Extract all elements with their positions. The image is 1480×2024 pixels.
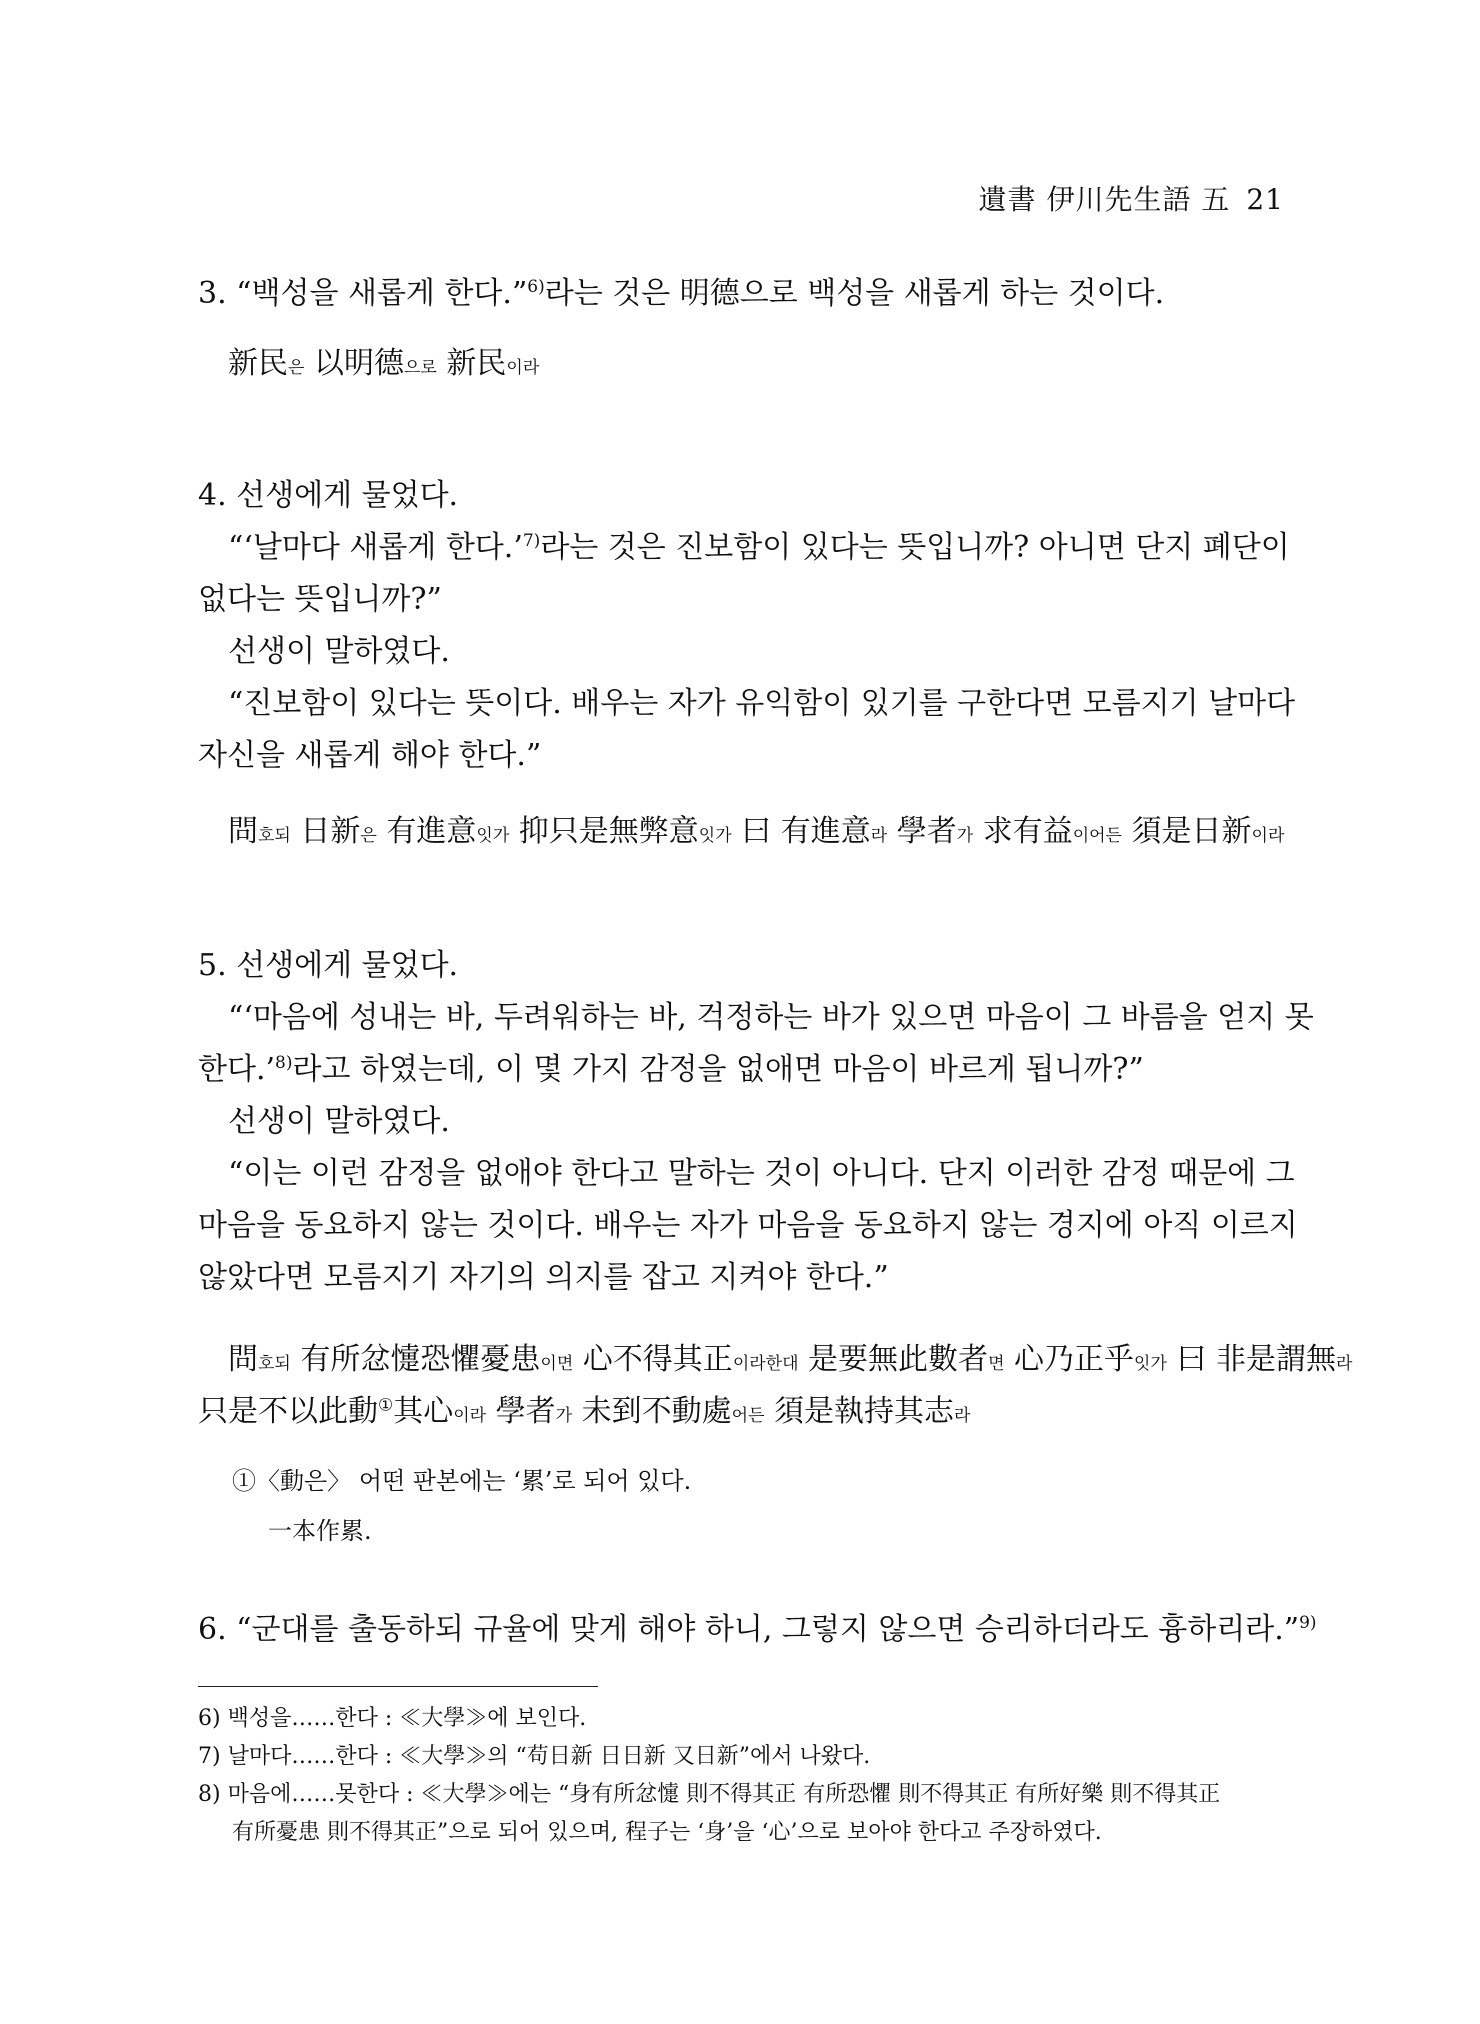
section-5-question-line-1: “‘마음에 성내는 바, 두려워하는 바, 걱정하는 바가 있으면 마음이 그 바름을 얻지 못 <box>228 1000 1314 1035</box>
section-3-original: 新民은 以明德으로 新民이라 <box>228 346 540 381</box>
section-4 <box>198 470 1296 782</box>
section-5 <box>198 940 1314 1304</box>
footnote-8-line-1: 8) 마음에……못한다 : ≪大學≫에는 “身有所忿懥 則不得其正 有所恐懼 則不得其正 有所好樂 則不得其正 <box>198 1782 1221 1807</box>
running-header <box>979 178 1284 218</box>
footnote-8-line-2: 有所憂患 則不得其正”으로 되어 있으며, 程子는 ‘身’을 ‘心’으로 보아야 한다고 주장하였다. <box>232 1820 1102 1845</box>
footnote-ref-9[interactable]: 9) <box>1299 1613 1317 1633</box>
section-6-translation: 6. “군대를 출동하되 규율에 맞게 해야 하니, 그렇지 않으면 승리하더라도 흉하리라.”$^{9)}$ <box>198 1612 1317 1647</box>
footnote-ref-7[interactable]: 7) <box>522 531 541 551</box>
section-4-said: 선생이 말하였다. <box>228 634 450 669</box>
section-5-original: 問호되 有所忿懥恐懼憂患이면 心不得其正이라한대 是要無此數者면 心乃正乎잇가 曰 非是謂無라 只是不以此動①其心이라 學者가 未到不動處어든 須是執持其志라 <box>198 1342 1353 1429</box>
footnote-6: 6) 백성을……한다 : ≪大學≫에 보인다. <box>198 1706 587 1731</box>
section-5-question-line-2: 한다.’$^{8)}$라고 하였는데, 이 몇 가지 감정을 없애면 마음이 바르게 됩니까?” <box>198 1052 1144 1087</box>
collation-note: ①〈動은〉 어떤 판본에는 ‘累’로 되어 있다. <box>232 1467 692 1495</box>
header-title: 遺書 伊川先生語 五 <box>978 183 1231 216</box>
footnote-ref-8[interactable]: 8) <box>275 1053 293 1073</box>
section-5-heading: 5. 선생에게 물었다. <box>198 948 459 983</box>
section-6 <box>198 1604 1317 1656</box>
section-5-said: 선생이 말하였다. <box>228 1104 450 1139</box>
footnote-7: 7) 날마다……한다 : ≪大學≫의 “苟日新 日日新 又日新”에서 나왔다. <box>198 1744 871 1769</box>
footnote-8 <box>198 1776 1288 1852</box>
section-4-question-line-1: “‘날마다 새롭게 한다.’$^{7)}$라는 것은 진보함이 있다는 뜻입니까? 아니면 단지 폐단이 <box>228 530 1290 565</box>
section-4-heading: 4. 선생에게 물었다. <box>198 478 459 513</box>
section-4-original: 問호되 日新은 有進意잇가 抑只是無弊意잇가 曰 有進意라 學者가 求有益이어든 須是日新이라 <box>228 814 1285 849</box>
page-number: 21 <box>1246 183 1284 216</box>
section-3-translation: 3. “백성을 새롭게 한다.”$^{6)}$라는 것은 明德으로 백성을 새롭게 하는 것이다. <box>198 276 1165 311</box>
section-4-answer-line-2: 자신을 새롭게 해야 한다.” <box>198 738 542 773</box>
section-4-question-line-2: 없다는 뜻입니까?” <box>198 582 442 617</box>
footnote-ref-6[interactable]: 6) <box>527 277 545 297</box>
section-4-answer-line-1: “진보함이 있다는 뜻이다. 배우는 자가 유익함이 있기를 구한다면 모름지기 날마다 <box>228 686 1296 721</box>
collation-mark[interactable]: ① <box>378 1395 394 1416</box>
section-3 <box>198 268 1288 320</box>
section-5-answer-line-1: “이는 이런 감정을 없애야 한다고 말하는 것이 아니다. 단지 이러한 감정 때문에 그 <box>228 1156 1295 1191</box>
section-5-answer-line-2: 마음을 동요하지 않는 것이다. 배우는 자가 마음을 동요하지 않는 경지에 아직 이르지 <box>198 1208 1298 1243</box>
collation-note-original: 一本作累. <box>268 1517 372 1545</box>
section-5-answer-line-3: 않았다면 모름지기 자기의 의지를 잡고 지켜야 한다.” <box>198 1260 889 1295</box>
footnote-divider <box>198 1686 598 1687</box>
